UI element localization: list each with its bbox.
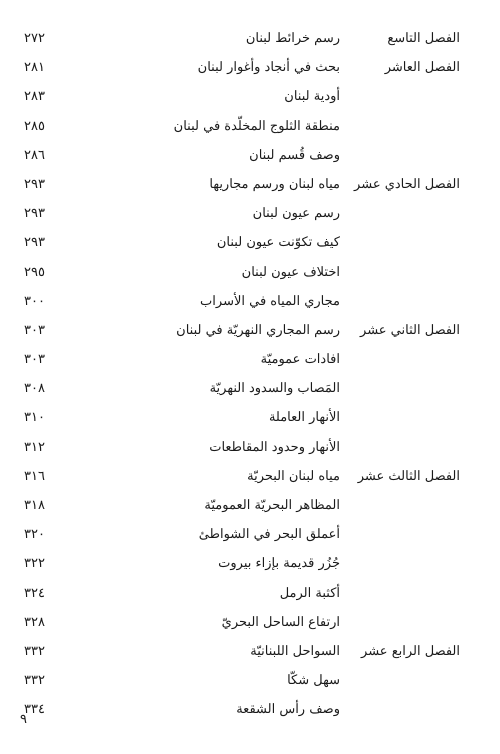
toc-row	[0, 57, 500, 86]
toc-row	[0, 145, 500, 174]
toc-row	[0, 28, 500, 57]
toc-row	[0, 378, 500, 407]
toc-chapter: الفصل الحادي عشر	[354, 176, 460, 192]
toc-entry-title: أكثبة الرمل	[279, 585, 340, 601]
toc-page-number: ٣١٠	[24, 410, 45, 426]
toc-entry-title: المَصاب والسدود النهريّة	[209, 381, 340, 397]
toc-entry-title: كيف تكوّنت عيون لبنان	[216, 235, 340, 251]
toc-row	[0, 262, 500, 291]
toc-row	[0, 203, 500, 232]
toc-entry-title: سهل شكّا	[287, 673, 340, 689]
toc-page-number: ٣٠٣	[24, 322, 45, 338]
toc-entry-title: بحث في أنجاد وأغوار لبنان	[197, 60, 340, 76]
toc-row	[0, 291, 500, 320]
toc-page-number: ٢٩٣	[24, 235, 45, 251]
toc-entry-title: أعملق البحر في الشواطئ	[198, 527, 340, 543]
toc-page-number: ٣٠٠	[24, 293, 45, 309]
toc-entry-title: وصف قُسم لبنان	[249, 147, 340, 163]
toc-entry-title: مياه لبنان البحريّة	[247, 468, 340, 484]
toc-page-number: ٣٣٢	[24, 643, 45, 659]
toc-page-number: ٣١٢	[24, 439, 45, 455]
toc-entry-title: أودية لبنان	[284, 89, 340, 105]
toc-row	[0, 174, 500, 203]
toc-chapter: الفصل التاسع	[387, 31, 460, 46]
toc-row	[0, 466, 500, 495]
toc-entry-title: وصف رأس الشقعة	[236, 702, 340, 718]
toc-entry-title: المظاهر البحريّة العموميّة	[204, 498, 340, 513]
toc-row	[0, 553, 500, 582]
toc-page-number: ٣٠٣	[24, 352, 45, 368]
toc-row	[0, 349, 500, 378]
toc-row	[0, 612, 500, 641]
toc-page-number: ٣٢٨	[24, 614, 45, 630]
toc-page-number: ٣٢٢	[24, 556, 45, 572]
toc-row	[0, 86, 500, 115]
toc-row	[0, 641, 500, 670]
toc-entry-title: اختلاف عيون لبنان	[241, 264, 340, 280]
toc-page-number: ٢٩٥	[24, 264, 45, 280]
toc-chapter: الفصل الرابع عشر	[361, 643, 460, 659]
toc-entry-title: رسم عيون لبنان	[252, 206, 340, 222]
toc-page-number: ٣١٦	[24, 468, 45, 484]
toc-row	[0, 699, 500, 728]
toc-row	[0, 524, 500, 553]
toc-row	[0, 320, 500, 349]
toc-page-number: ٢٧٢	[24, 31, 45, 46]
table-of-contents	[0, 28, 500, 729]
toc-row	[0, 407, 500, 436]
toc-page-number: ٣٣٤	[24, 702, 45, 718]
toc-row	[0, 116, 500, 145]
toc-chapter: الفصل الثالث عشر	[357, 468, 460, 484]
toc-row	[0, 495, 500, 524]
toc-page-number: ٢٩٣	[24, 206, 45, 222]
toc-chapter: الفصل الثاني عشر	[360, 322, 460, 338]
toc-entry-title: رسم خرائط لبنان	[245, 31, 340, 46]
toc-entry-title: السواحل اللبنانيّة	[250, 643, 340, 659]
toc-row	[0, 670, 500, 699]
toc-page-number: ٢٨٣	[24, 89, 45, 105]
toc-row	[0, 232, 500, 261]
toc-page-number: ٣٣٢	[24, 673, 45, 689]
toc-entry-title: مياه لبنان ورسم مجاريها	[209, 176, 340, 192]
toc-page-number: ٢٨٦	[24, 147, 45, 163]
toc-row	[0, 583, 500, 612]
toc-page-number: ٢٨٥	[24, 118, 45, 134]
toc-entry-title: ارتفاع الساحل البحريّ	[221, 614, 340, 630]
toc-entry-title: منطقة الثلوج المخلّدة في لبنان	[173, 118, 340, 134]
toc-entry-title: مجاري المياه في الأسراب	[200, 293, 340, 309]
toc-entry-title: رسم المجاري النهريّة في لبنان	[176, 322, 340, 338]
toc-chapter: الفصل العاشر	[384, 60, 460, 76]
toc-entry-title: افادات عموميّة	[260, 352, 340, 368]
toc-page-number: ٣٢٤	[24, 585, 45, 601]
toc-entry-title: الأنهار وحدود المقاطعات	[209, 439, 340, 455]
toc-entry-title: جُزُر قديمة بإزاء بيروت	[218, 556, 340, 572]
toc-page-number: ٢٩٣	[24, 176, 45, 192]
toc-entry-title: الأنهار العاملة	[268, 410, 340, 426]
toc-page-number: ٣٢٠	[24, 527, 45, 543]
toc-page-number: ٣١٨	[24, 498, 45, 513]
toc-row	[0, 437, 500, 466]
toc-page-number: ٣٠٨	[24, 381, 45, 397]
page-number: ٩	[20, 712, 27, 727]
toc-page-number: ٢٨١	[24, 60, 45, 76]
